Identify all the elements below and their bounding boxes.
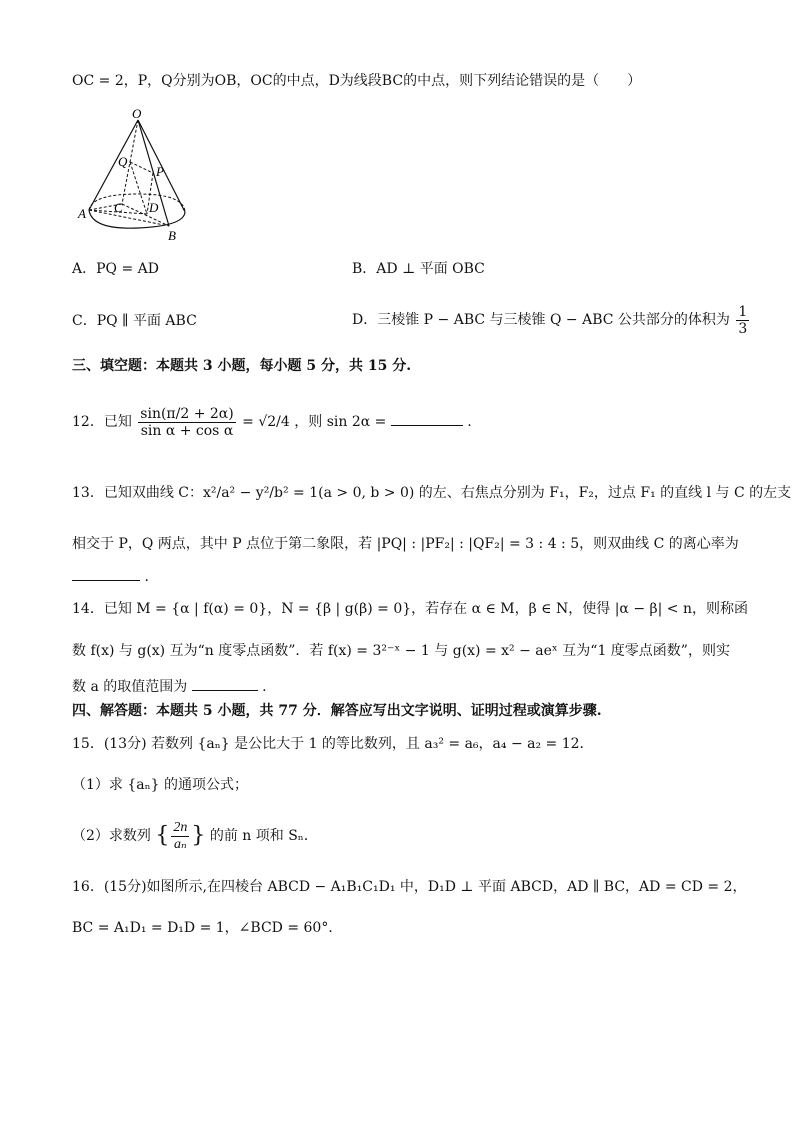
q11-option-d-fraction	[736, 304, 749, 337]
q13-line3	[72, 566, 149, 588]
section4-heading: 四、解答题：本题共 5 小题，共 77 分．解答应写出文字说明、证明过程或演算步骤.	[72, 703, 602, 719]
q12-end: .	[467, 414, 472, 430]
q12-den: sin α + cos α	[140, 422, 234, 439]
label-a: A	[78, 206, 86, 221]
q14-line2: 数 f(x) 与 g(x) 互为“n 度零点函数”．若 f(x) = 3²⁻ˣ − 1 与 g(x) = x² − aeˣ 互为“1 度零点函数”，则实	[72, 643, 730, 659]
label-o: O	[132, 108, 142, 121]
right-brace: }	[191, 823, 206, 848]
q15-part1: （1）求 {aₙ} 的通项公式；	[72, 777, 249, 793]
q14-line3-text: 数 a 的取值范围为	[72, 679, 188, 695]
q12-suffix: ，则 sin 2α =	[294, 414, 387, 430]
q12-prefix: 12．已知	[72, 414, 132, 430]
q14-line3	[72, 676, 267, 698]
q13-line2: 相交于 P，Q 两点，其中 P 点位于第二象限，若 |PQ| : |PF₂| : |QF₂| = 3 : 4 : 5，则双曲线 C 的离心率为	[72, 536, 739, 552]
q12	[72, 400, 472, 444]
q11-option-d	[352, 300, 751, 340]
q15-part2-num: 2n	[173, 819, 188, 835]
q12-fraction	[138, 406, 235, 439]
q11-option-d-den: 3	[738, 320, 748, 337]
q12-answer-blank[interactable]	[391, 425, 463, 426]
q13-answer-blank[interactable]	[72, 580, 140, 581]
q14-end: .	[262, 679, 267, 695]
q15-part2-prefix: （2）求数列	[72, 828, 151, 844]
label-p: P	[156, 164, 164, 179]
label-q: Q	[118, 154, 128, 169]
label-c: C	[114, 200, 123, 215]
label-d: D	[149, 200, 159, 215]
q15-part2-suffix: 的前 n 项和 Sₙ．	[209, 828, 318, 844]
q11-option-b: B．AD ⊥ 平面 OBC	[352, 261, 485, 277]
q16-line2: BC = A₁D₁ = D₁D = 1，∠BCD = 60°．	[72, 920, 343, 936]
q16-line1: 16．(15分)如图所示,在四棱台 ABCD − A₁B₁C₁D₁ 中，D₁D ⊥ 平面 ABCD，AD ∥ BC，AD = CD = 2，	[72, 879, 747, 895]
q11-option-d-num: 1	[738, 303, 748, 320]
section3-heading: 三、填空题：本题共 3 小题，每小题 5 分，共 15 分.	[72, 358, 412, 374]
q14-answer-blank[interactable]	[192, 690, 258, 691]
left-brace: {	[155, 823, 170, 848]
q12-num: sin(π/2 + 2α)	[140, 405, 234, 422]
q11-stem: OC = 2，P，Q分别为OB，OC的中点，D为线段BC的中点，则下列结论错误的是（ ）	[72, 73, 642, 89]
q15-part2	[72, 814, 318, 858]
q13-line1: 13．已知双曲线 C：x²/a² − y²/b² = 1(a > 0, b > 0) 的左、右焦点分别为 F₁，F₂，过点 F₁ 的直线 l 与 C 的左支	[72, 485, 792, 501]
q15-stem: 15．(13分) 若数列 {aₙ} 是公比大于 1 的等比数列，且 a₃² = a₆，a₄ − a₂ = 12．	[72, 736, 594, 752]
q14-line1: 14．已知 M = {α | f(α) = 0}，N = {β | g(β) = 0}，若存在 α ∈ M，β ∈ N，使得 |α − β| < n，则称函	[72, 601, 748, 617]
q15-part2-den: aₙ	[174, 836, 187, 852]
q11-option-c: C．PQ ∥ 平面 ABC	[72, 313, 197, 329]
q11-option-d-text: D．三棱锥 P − ABC 与三棱锥 Q − ABC 公共部分的体积为	[352, 312, 730, 328]
cone-figure	[72, 108, 202, 243]
label-b: B	[168, 228, 176, 243]
q13-end: .	[144, 569, 149, 585]
q12-rhs: = √2/4	[242, 414, 290, 430]
q15-part2-fraction	[171, 820, 189, 853]
q11-option-a: A．PQ = AD	[72, 261, 159, 277]
